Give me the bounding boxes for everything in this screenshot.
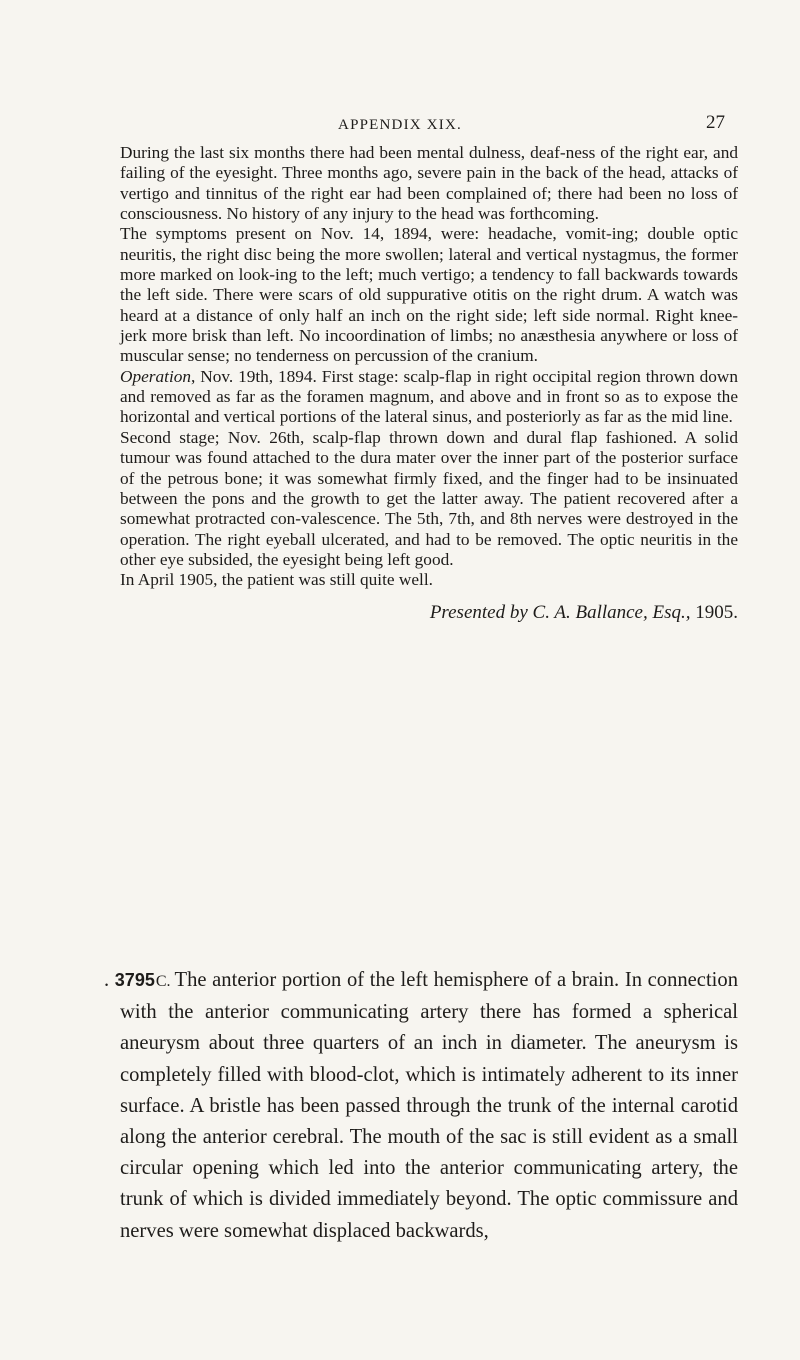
running-title: APPENDIX XIX. [338,117,462,133]
specimen-entry [104,965,738,1247]
case-report [120,143,738,623]
specimen-description: The anterior portion of the left hemisphere of a brain. In connection with the anterior communicating artery there has formed a spherical aneurysm about three quarters of an inch in diameter. The aneurysm is completely filled with blood-clot, which is intimately adherent to its inner surface. A bristle has been passed through the trunk of the internal carotid along the anterior cerebral. The mouth of the sac is still evident as a small circular opening which led into the anterior communicating artery, the trunk of which is divided immediately beyond. The optic commissure and nerves were somewhat displaced backwards, [120,969,738,1242]
page-number: 27 [706,112,725,133]
case-paragraph-second-stage: Second stage; Nov. 26th, scalp-flap thrown down and dural flap fashioned. A solid tumour was found attached to the dura mater over the inner part of the posterior surface of the petrous bone; it was somewhat firmly fixed, and the finger had to be insinuated between the pons and the growth to get the latter away. The patient recovered after a somewhat protracted con-valescence. The 5th, 7th, and 8th nerves were destroyed in the operation. The right eyeball ulcerated, and had to be removed. The optic neuritis in the other eye subsided, the eyesight being left good. [120,427,738,569]
specimen-marker: . [104,969,110,991]
specimen-letter: C. [155,973,171,990]
attribution-year: 1905. [695,601,738,623]
case-paragraph-operation [120,367,738,428]
attribution-label: Presented by C. A. Ballance, Esq., [429,601,691,623]
attribution [120,603,738,623]
case-paragraph-history: During the last six months there had been mental dulness, deaf-ness of the right ear, and failing of the eyesight. Three months ago, severe pain in the back of the head, attacks of vertigo and tinnitus of the right ear had been complained of; there had been no loss of consciousness. No history of any injury to the head was forthcoming. [120,143,738,224]
case-paragraph-followup: In April 1905, the patient was still quite well. [120,570,433,590]
case-paragraph-symptoms: The symptoms present on Nov. 14, 1894, were: headache, vomit-ing; double optic neuritis, the right disc being the more swollen; lateral and vertical nystagmus, the former more marked on look-ing to the left; much vertigo; a tendency to fall backwards towards the left side. There were scars of old suppurative otitis on the right drum. A watch was heard at a distance of only half an inch on the right side; left side normal. Right knee-jerk more brisk than left. No incoordination of limbs; no anæsthesia anywhere or loss of muscular sense; no tenderness on percussion of the cranium. [120,224,738,366]
specimen-number: 3795 [114,970,155,990]
operation-label: Operation [120,366,192,386]
operation-text: , Nov. 19th, 1894. First stage: scalp-flap in right occipital region thrown down and removed as far as the foramen magnum, and above and in front so as to expose the horizontal and vertical portions of the lateral sinus, and posteriorly as far as the mid line. [120,366,738,427]
